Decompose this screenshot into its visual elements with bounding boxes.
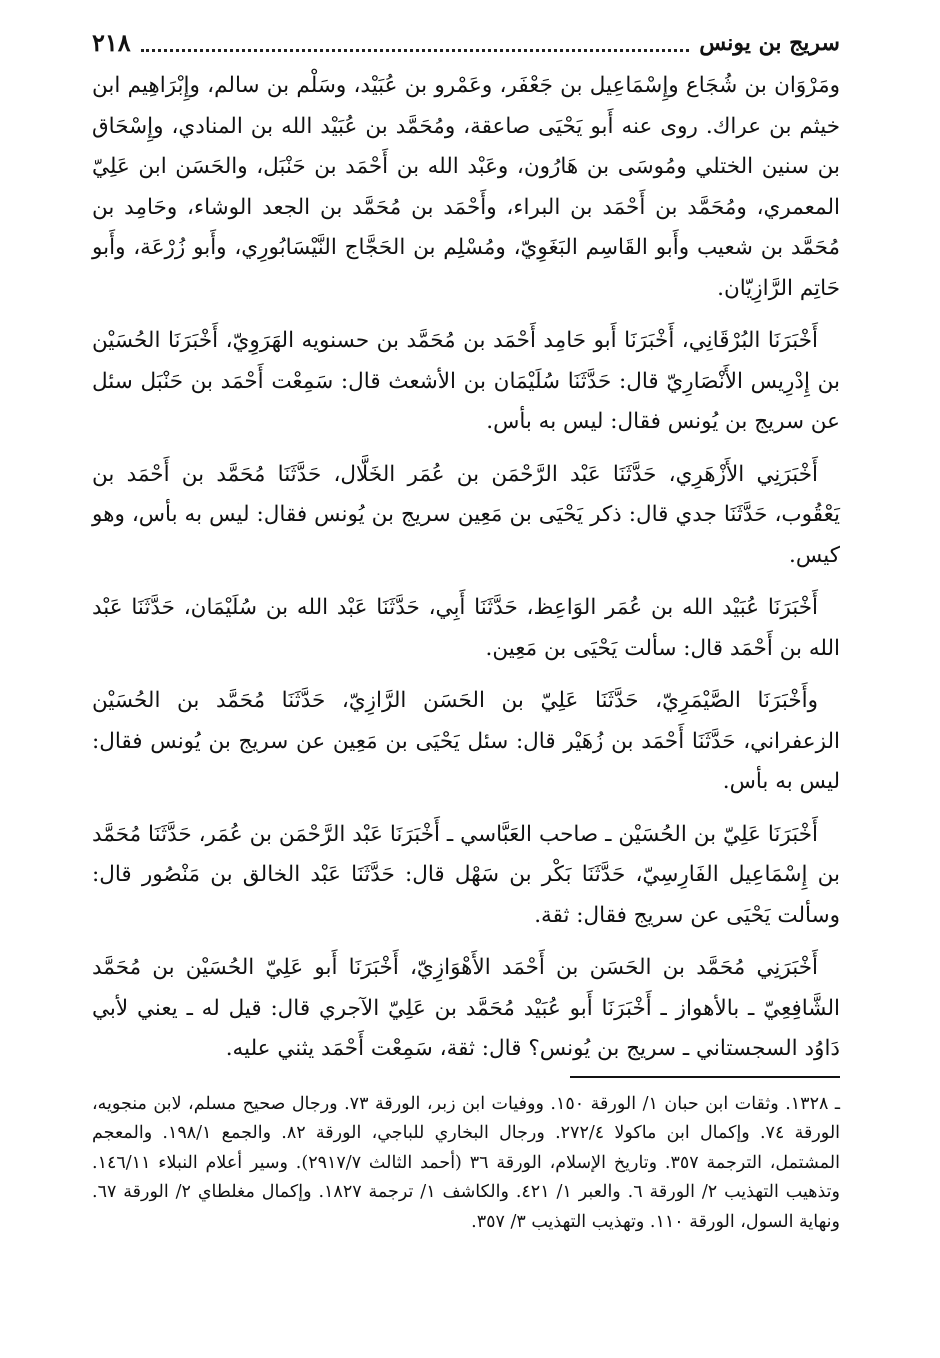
paragraph: وأَخْبَرَنَا الصَّيْمَرِيّ، حَدَّثَنَا عَلِيّ بن الحَسَن الرَّازِيّ، حَدَّثَنَا مُحَمَّد بن الحُسَيْن الزعفراني، حَدَّثَنَا أَحْمَد بن زُهَيْر قال: سئل يَحْيَى بن مَعِين عن سريج بن يُونس فقال: ليس به بأس. [92,688,840,794]
paragraph: أَخْبَرَنَا البُرْقَانِي، أَخْبَرَنَا أَبو حَامِد أَحْمَد بن مُحَمَّد بن حسنويه الهَرَوِيّ، أَخْبَرَنَا الحُسَيْن بن إِدْرِيس الأَنْصَارِيّ قال: حَدَّثَنَا سُلَيْمَان بن الأشعث قال: سَمِعْت أَحْمَد بن حَنْبَل سئل عن سريج بن يُونس فقال: ليس به بأس. [92,328,840,434]
paragraph: أَخْبَرَنِي الأَزْهَرِي، حَدَّثَنَا عَبْد الرَّحْمَن بن عُمَر الخَلَّال، حَدَّثَنَا مُحَمَّد بن أَحْمَد بن يَعْقُوب، حَدَّثَنَا جدي قال: ذكر يَحْيَى بن مَعِين سريج بن يُونس فقال: ليس به بأس، وهو كيس. [92,461,840,568]
page-number: ٢١٨ [92,28,131,57]
footnotes [92,1090,840,1238]
dotted-leader [141,49,690,52]
footnote-text: ـ ١٣٢٨. وثقات ابن حبان ١/ الورقة ١٥٠. ووفيات ابن زبر، الورقة ٧٣. ورجال صحيح مسلم، لابن منجويه، الورقة ٧٤. وإكمال ابن ماكولا ٢٧٢/٤. ورجال البخاري للباجي، الورقة ٨٢. والجمع ١٩٨/١. والمعجم المشتمل، الترجمة ٣٥٧. وتاريخ الإسلام، الورقة ٣٦ (أحمد الثالث ٢٩١٧/٧). وسير أعلام النبلاء ١٤٦/١١. وتذهيب التهذيب ٢/ الورقة ٦. والعبر ١/ ٤٢١. والكاشف ١/ ترجمة ١٨٢٧. وإكمال مغلطاي ٢/ الورقة ٦٧. ونهاية السول، الورقة ١١٠. وتهذيب التهذيب ٣/ ٣٥٧. [92,1093,841,1232]
paragraph: أَخْبَرَنِي مُحَمَّد بن الحَسَن بن أَحْمَد الأَهْوَازِيّ، أَخْبَرَنَا أَبو عَلِيّ الحُسَيْن بن مُحَمَّد الشَّافِعِيّ ـ بالأهواز ـ أَخْبَرَنَا أَبو عُبَيْد مُحَمَّد بن عَلِيّ الآجري قال: قيل له ـ يعني لأبي دَاوُد السجستاني ـ سريج بن يُونس؟ قال: ثقة، سَمِعْت أَحْمَد يثني عليه. [92,955,840,1061]
running-title: سريج بن يونس [699,30,840,56]
paragraph: أَخْبَرَنَا عُبَيْد الله بن عُمَر الوَاعِظ، حَدَّثَنَا أَبِي، حَدَّثَنَا عَبْد الله بن سُلَيْمَان، حَدَّثَنَا عَبْد الله بن أَحْمَد قال: سألت يَحْيَى بن مَعِين. [92,595,840,661]
footnote-separator [570,1076,840,1078]
paragraph: أَخْبَرَنَا عَلِيّ بن الحُسَيْن ـ صاحب العَبَّاسي ـ أَخْبَرَنَا عَبْد الرَّحْمَن بن عُمَر، حَدَّثَنَا مُحَمَّد بن إِسْمَاعِيل الفَارِسِيّ، حَدَّثَنَا بَكْر بن سَهْل قال: حَدَّثَنَا عَبْد الخالق بن مَنْصُور قال: وسألت يَحْيَى عن سريج فقال: ثقة. [92,821,840,928]
page-header [92,28,840,58]
book-page [92,28,840,1237]
paragraph: ومَرْوَان بن شُجَاع وإِسْمَاعِيل بن جَعْفَر، وعَمْرو بن عُبَيْد، وسَلْم بن سالم، وإِبْرَاهِيم ابن خيثم بن عراك. روى عنه أَبو يَحْيَى صاعقة، ومُحَمَّد بن عُبَيْد الله بن المنادي، وإِسْحَاق بن سنين الختلي ومُوسَى بن هَارُون، وعَبْد الله بن أَحْمَد بن حَنْبَل، والحَسَن ابن عَلِيّ المعمري، ومُحَمَّد بن أَحْمَد بن البراء، وأَحْمَد بن مُحَمَّد بن الجعد الوشاء، وحَامِد بن مُحَمَّد بن شعيب وأَبو القَاسِم البَغَوِيّ، ومُسْلِم بن الحَجَّاج النَّيْسَابُورِي، وأَبو زُرْعَة، وأَبو حَاتِم الرَّازِيّان. [92,73,840,301]
main-text [92,66,840,1070]
